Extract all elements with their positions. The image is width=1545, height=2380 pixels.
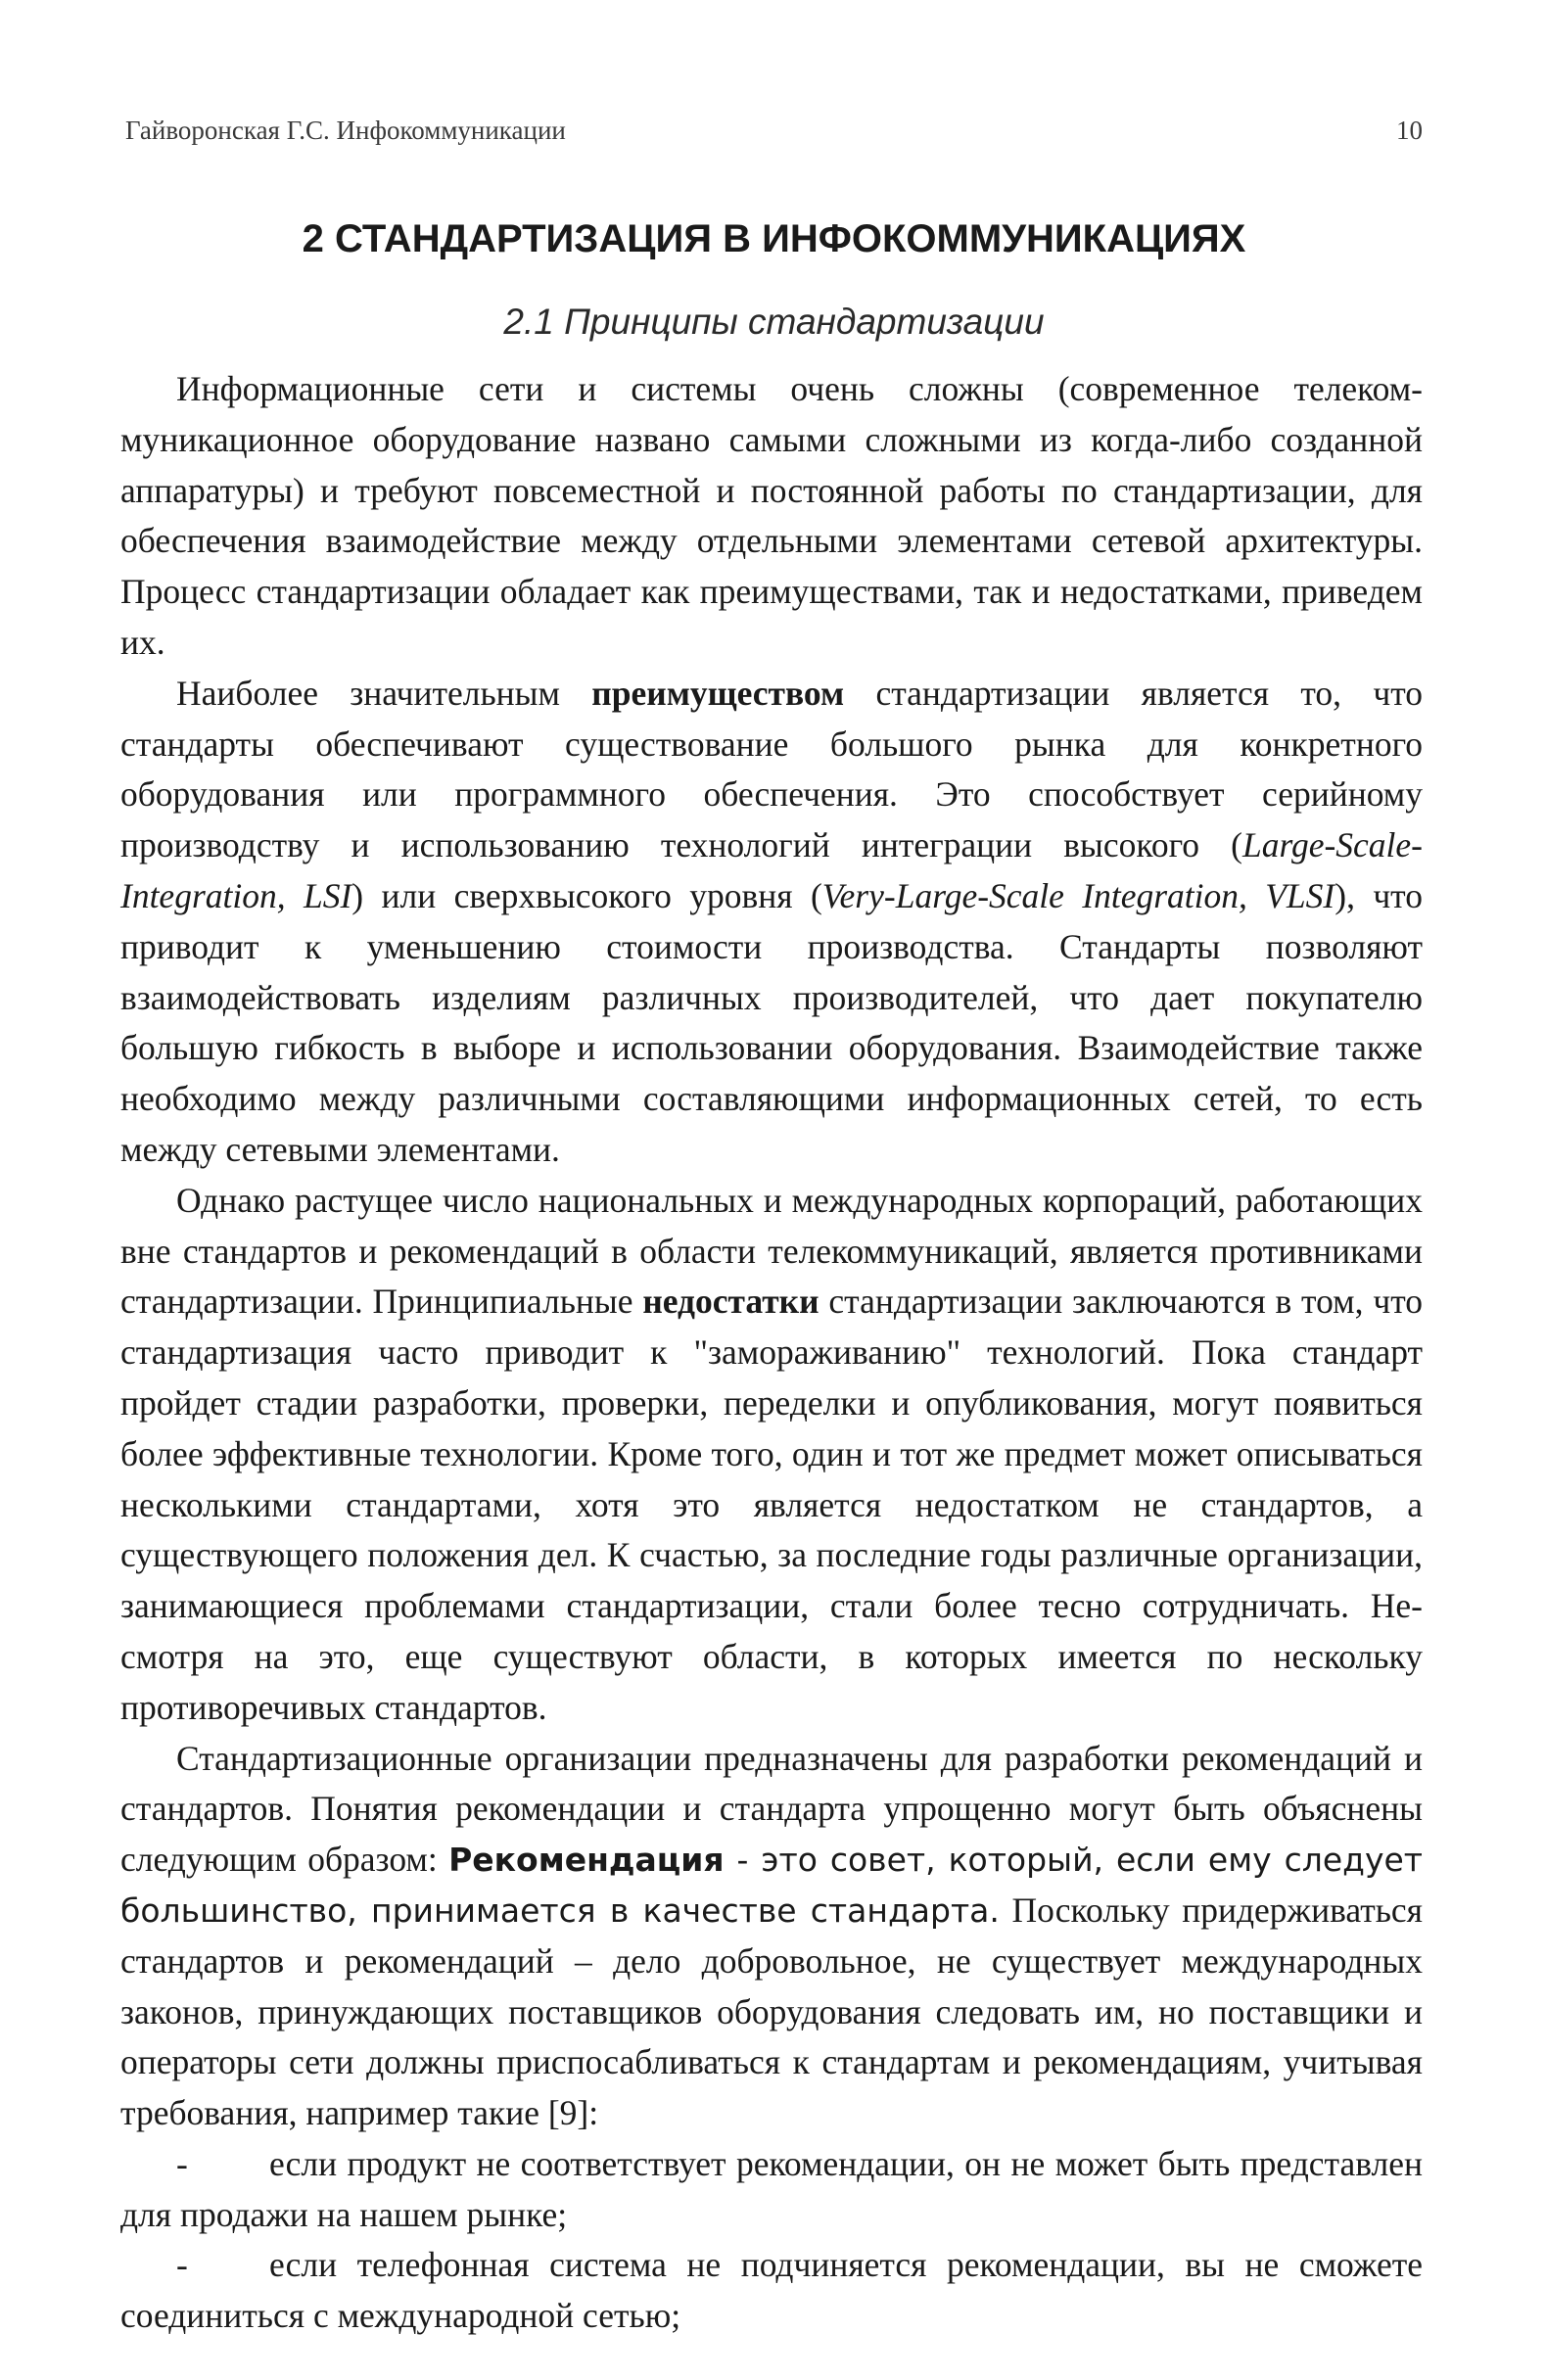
recommendation-term: Рекомендация	[448, 1841, 725, 1880]
list-item-text: если продукт не соответствует рекомендации, он не может быть представлен для продажи на нашем рынке;	[120, 2143, 1423, 2234]
paragraph-1: Информационные сети и системы очень сложны (современное телекоммуникационное оборудование названо самыми сложными из когда-либо созданной аппаратуры) и требуют повсеместной и постоянной работы по стандартизации, для обеспечения взаимодействие между отдельными элементами сетевой архитектуры. Процесс стандартизации обладает как преимуществами, так и недостатками, приведем их.	[120, 369, 1423, 662]
p3-text-b: стандартизации заключаются в том, что стандартизация часто приводит к "замораживанию" технологий. Пока стандарт пройдет стадии разработки, проверки, переделки и опубликования, могут появиться более эффективные технологии. Кроме того, один и тот же предмет может описываться несколькими стандартами, хотя это является недостатком не стандартов, а существующего положения дел. К счастью, за последние годы различные организации, занимающиеся проблемами стандартизации, стали более тесно сотрудничать. Несмотря на это, еще существуют области, в которых имеется по нескольку противоречивых стандартов.	[120, 1282, 1423, 1727]
paragraph-3	[120, 1176, 1423, 1734]
vlsi-term: Very-Large-Scale Integration, VLSI	[821, 875, 1335, 915]
list-marker: -	[176, 2245, 188, 2285]
recommendation-definition: - это совет, который, если ему следует большинство, принимается в качестве стандарта.	[120, 1841, 1423, 1930]
list-marker: -	[176, 2143, 188, 2183]
list-item	[120, 2139, 1423, 2241]
advantage-term: преимуществом	[591, 673, 845, 713]
paragraph-2	[120, 669, 1423, 1176]
running-title: Гайворонская Г.С. Инфокоммуникации	[125, 116, 566, 145]
p2-text-a: Наиболее значительным	[176, 673, 592, 713]
list-item	[120, 2240, 1423, 2342]
requirements-list	[120, 2139, 1423, 2342]
p4-text-b: Поскольку придерживаться стандартов и рекомендаций – дело добровольное, не существует международных законов, принуждающих поставщиков оборудования следовать им, но поставщики и операторы сети должны приспосабливаться к стандартам и рекомендациям, учитывая требования, например такие [9]:	[120, 1890, 1423, 2133]
section-title: 2.1 Принципы стандартизации	[503, 302, 1045, 342]
chapter-title: 2 СТАНДАРТИЗАЦИЯ В ИНФОКОММУНИКАЦИЯХ	[302, 217, 1246, 260]
p2-text-c: ) или сверхвысокого уровня (	[351, 875, 822, 915]
p4-text-a: Стандартизационные организации предназначены для разработки рекомендаций и стандартов. Понятия рекомендации и стандарта упрощенно могут быть объяснены следующим образом:	[120, 1738, 1423, 1880]
body-text	[120, 364, 1423, 2342]
p2-text-b: стандартизации является то, что стандарты обеспечивают существование большого рынка для конкретного оборудования или программного обеспечения. Это способствует серийному производству и использованию технологий интеграции высокого (	[120, 673, 1424, 865]
disadvantage-term: недостатки	[642, 1282, 819, 1322]
p3-text-a: Однако растущее число национальных и международных корпораций, работающих вне стандартов и рекомендаций в области телекоммуникаций, является противниками стандартизации. Принципиальные	[120, 1180, 1423, 1322]
p2-text-d: ), что приводит к уменьшению стоимости производства. Стандарты позволяют взаимодействовать изделиям различных производителей, что дает покупателю большую гибкость в выборе и использовании оборудования. Взаимодействие также необходимо между различными составляющими информационных сетей, то есть между сетевыми элементами.	[120, 875, 1423, 1169]
running-header	[125, 116, 1423, 146]
list-item-text: если телефонная система не подчиняется рекомендации, вы не сможете соединиться с международной сетью;	[120, 2245, 1423, 2336]
lsi-term: Large-Scale-Integration, LSI	[120, 825, 1423, 915]
page-number: 10	[1396, 116, 1423, 145]
paragraph-4	[120, 1734, 1423, 2139]
